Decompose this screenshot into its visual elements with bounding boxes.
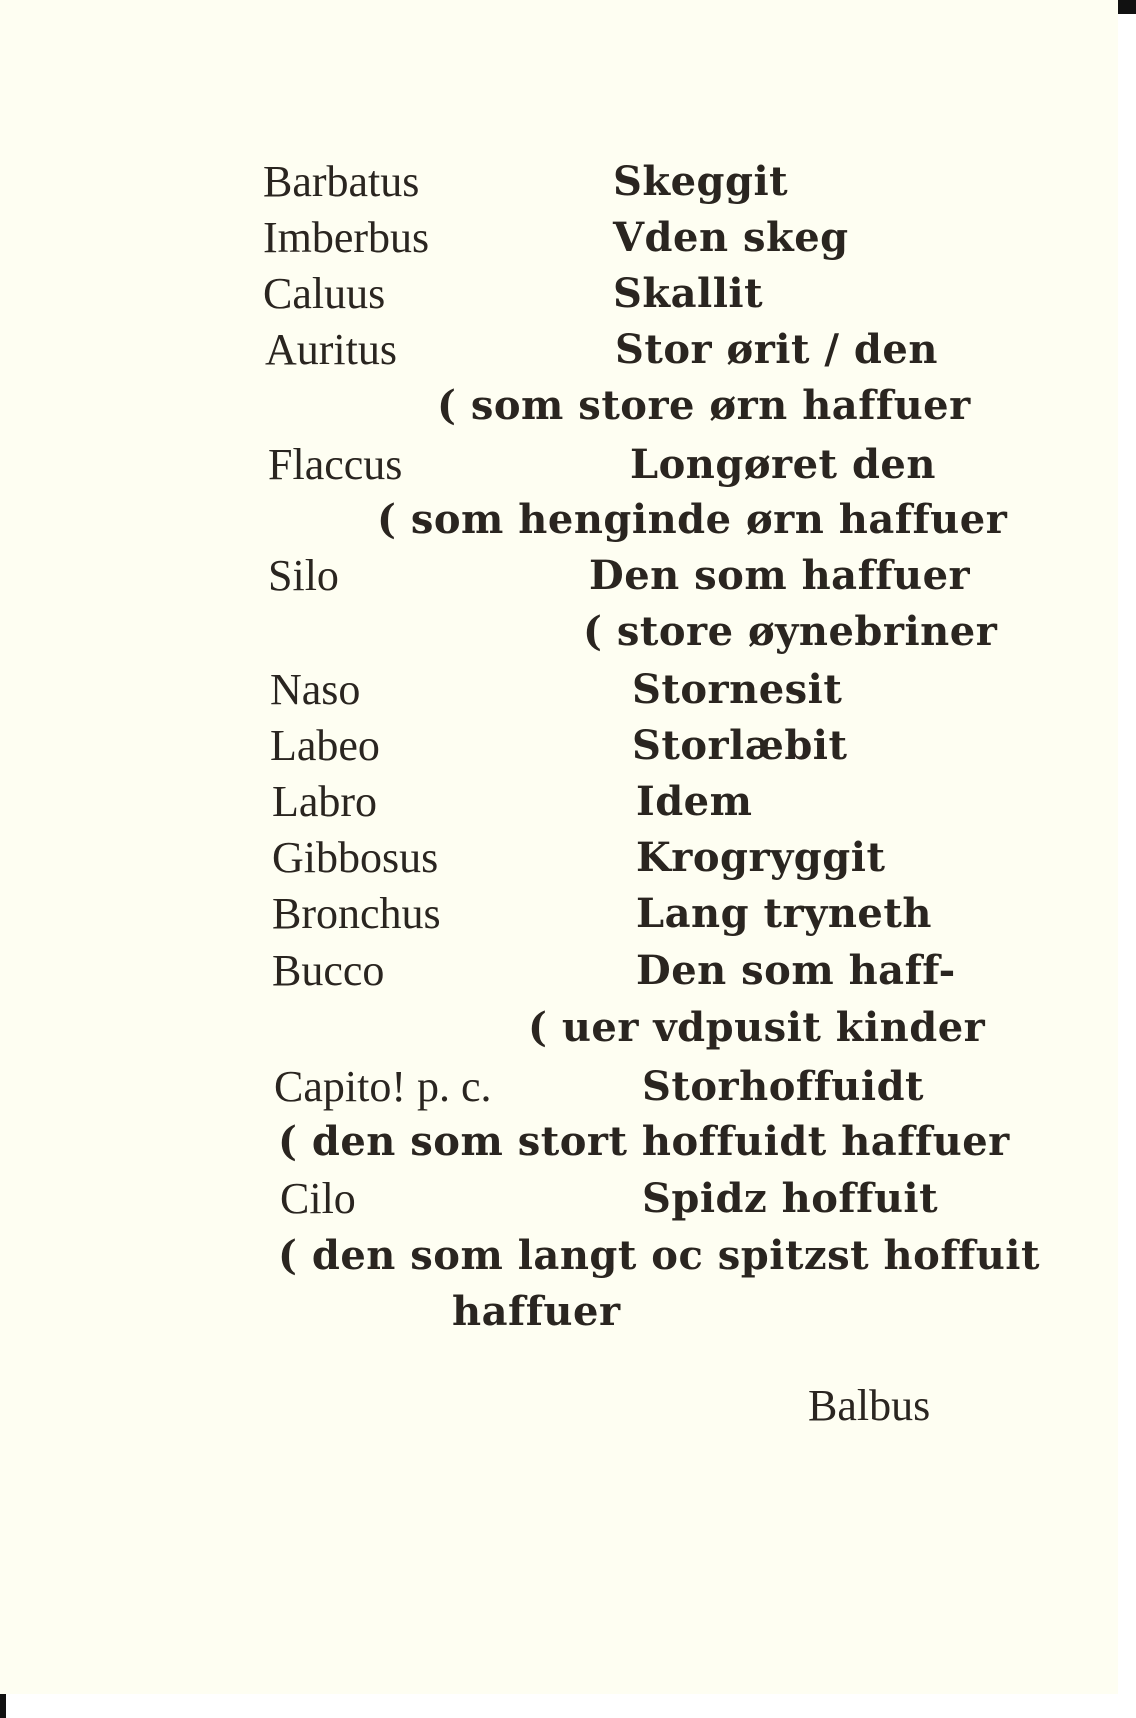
danish-gloss-vden-skeg: Vden skeg — [613, 214, 849, 261]
latin-term-bucco: Bucco — [272, 946, 385, 995]
danish-gloss-stor-orit: Stor ørit / den — [615, 326, 938, 373]
danish-gloss-spidz-hoffuit: Spidz hoffuit — [642, 1175, 939, 1222]
danish-gloss-skeggit: Skeggit — [613, 158, 789, 205]
latin-term-silo: Silo — [268, 551, 339, 600]
danish-gloss-skallit: Skallit — [613, 270, 764, 317]
danish-gloss-lang-tryneth: Lang tryneth — [636, 890, 932, 937]
danish-continuation-line: ( den som langt oc spitzst hoffuit — [278, 1232, 1040, 1279]
scan-margin — [1118, 0, 1136, 1718]
danish-continuation-line: ( som store ørn haffuer — [437, 382, 971, 429]
danish-continuation-line: ( store øynebriner — [583, 608, 998, 655]
latin-term-bronchus: Bronchus — [272, 889, 441, 938]
danish-gloss-storlaebit: Storlæbit — [632, 722, 848, 769]
latin-term-flaccus: Flaccus — [268, 440, 403, 489]
danish-gloss-den-som-haff: Den som haff- — [636, 947, 956, 994]
scan-edge-mark — [0, 1694, 6, 1718]
latin-term-barbatus: Barbatus — [263, 157, 420, 206]
latin-term-caluus: Caluus — [263, 269, 386, 318]
danish-gloss-idem: Idem — [636, 778, 753, 825]
danish-continuation-line: ( den som stort hoffuidt haffuer — [278, 1118, 1010, 1165]
danish-gloss-storhoffuidt: Storhoffuidt — [642, 1063, 925, 1110]
latin-term-labeo: Labeo — [270, 721, 380, 770]
latin-term-labro: Labro — [272, 777, 378, 826]
danish-gloss-longoret: Longøret den — [630, 441, 936, 488]
latin-term-gibbosus: Gibbosus — [272, 833, 439, 882]
latin-term-naso: Naso — [270, 665, 361, 714]
danish-continuation-line: ( uer vdpusit kinder — [528, 1004, 986, 1051]
catchword: Balbus — [808, 1381, 931, 1430]
danish-continuation-line: ( som henginde ørn haffuer — [377, 496, 1008, 543]
danish-gloss-stornesit: Stornesit — [632, 666, 843, 713]
latin-term-capito: Capito! p. c. — [274, 1062, 492, 1111]
latin-term-auritus: Auritus — [265, 325, 397, 374]
danish-gloss-krogryggit: Krogryggit — [636, 834, 886, 881]
danish-continuation-line: haffuer — [452, 1288, 621, 1335]
latin-term-imberbus: Imberbus — [263, 213, 430, 262]
latin-term-cilo: Cilo — [280, 1174, 356, 1223]
danish-gloss-den-som-haffuer: Den som haffuer — [589, 552, 971, 599]
scan-edge-mark — [1118, 0, 1136, 14]
